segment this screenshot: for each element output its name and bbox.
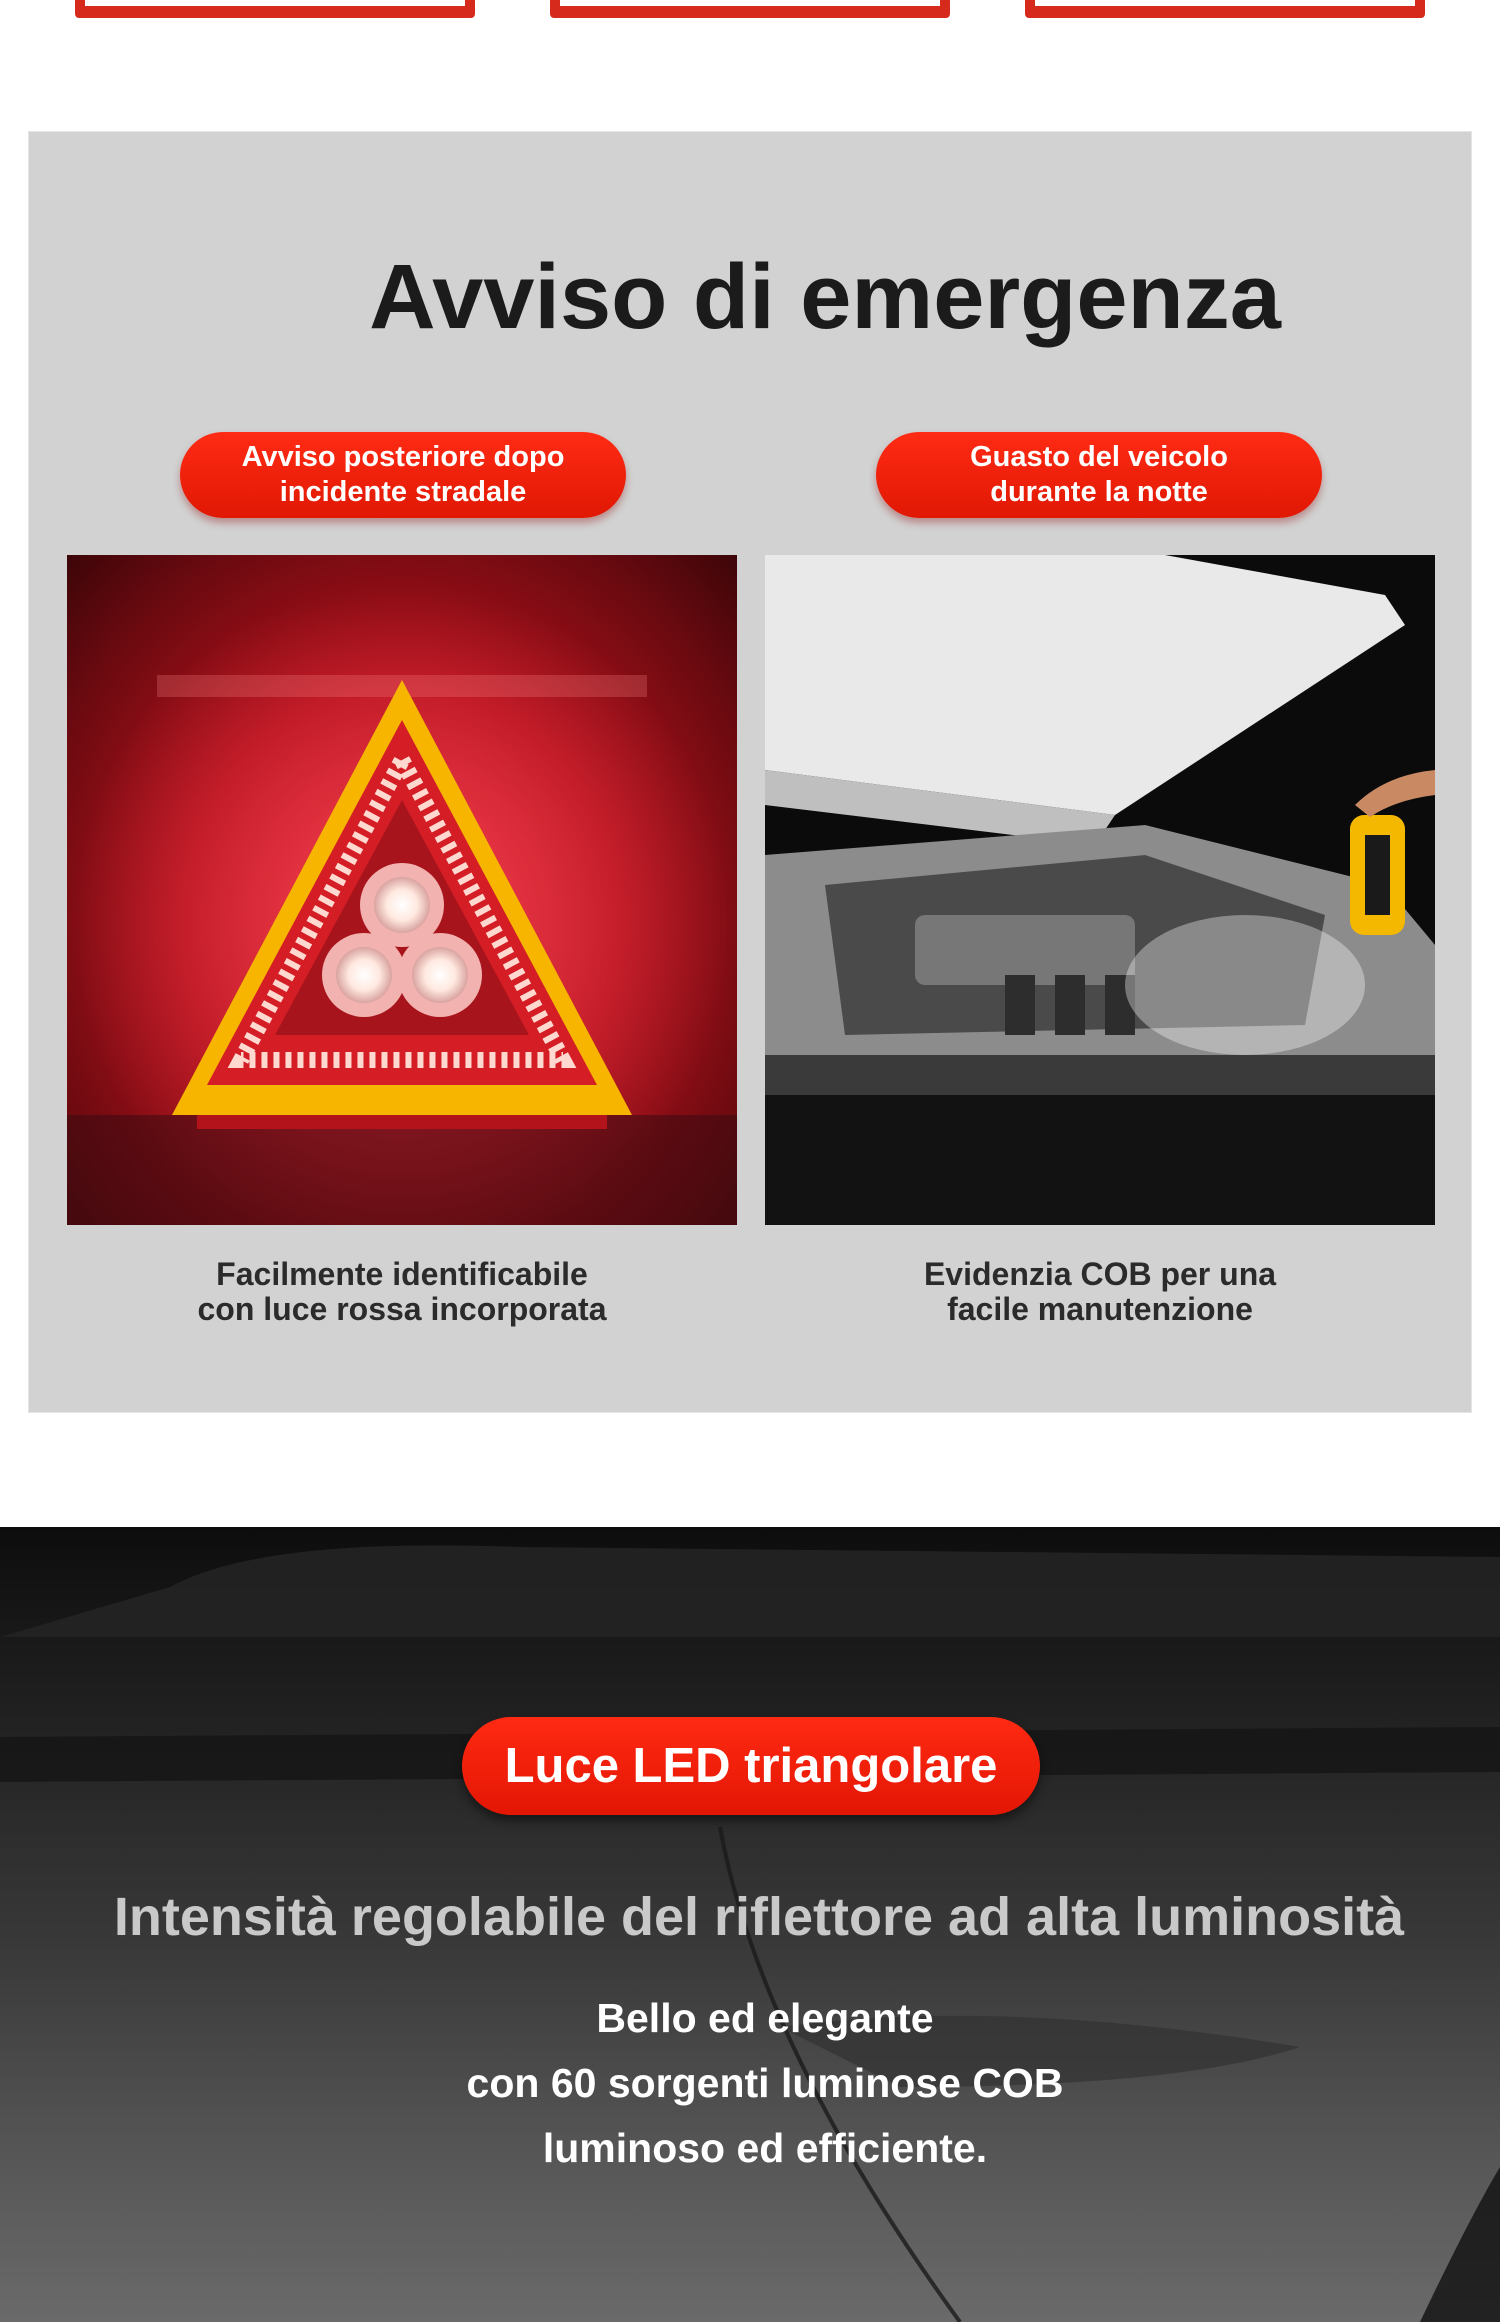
previous-card-1 [75,0,475,18]
caption-line: Evidenzia COB per una [923,1256,1277,1292]
scenario-badge-breakdown [876,432,1322,518]
description-line: luminoso ed efficiente. [542,2125,988,2171]
description-line: Bello ed elegante [596,1995,934,2041]
badge-line: Avviso posteriore dopo [241,441,565,473]
caption-red-light [67,1257,737,1327]
badge-line: durante la notte [990,476,1208,508]
section-title: Avviso di emergenza [369,246,1281,348]
led-description [0,1986,1500,2181]
scenario-badge-accident [180,432,626,518]
led-section [0,1527,1500,2322]
badge-line: incidente stradale [279,476,527,508]
caption-line: Facilmente identificabile [216,1256,588,1292]
badge-line: Guasto del veicolo [970,441,1228,473]
caption-line: facile manutenzione [947,1291,1253,1327]
previous-card-3 [1025,0,1425,18]
caption-cob-highlight [765,1257,1435,1327]
description-line: con 60 sorgenti luminose COB [466,2060,1064,2106]
car-engine-illustration [765,555,1435,1225]
previous-card-2 [550,0,950,18]
led-headline: Intensità regolabile del riflettore ad alta luminosità [113,1887,1405,1947]
previous-section-strip [0,0,1500,22]
emergency-section [28,131,1472,1413]
warning-triangle-illustration [67,555,737,1225]
warning-triangle-photo [67,555,737,1225]
caption-line: con luce rossa incorporata [197,1291,607,1327]
led-badge: Luce LED triangolare [462,1717,1040,1815]
car-engine-photo [765,555,1435,1225]
